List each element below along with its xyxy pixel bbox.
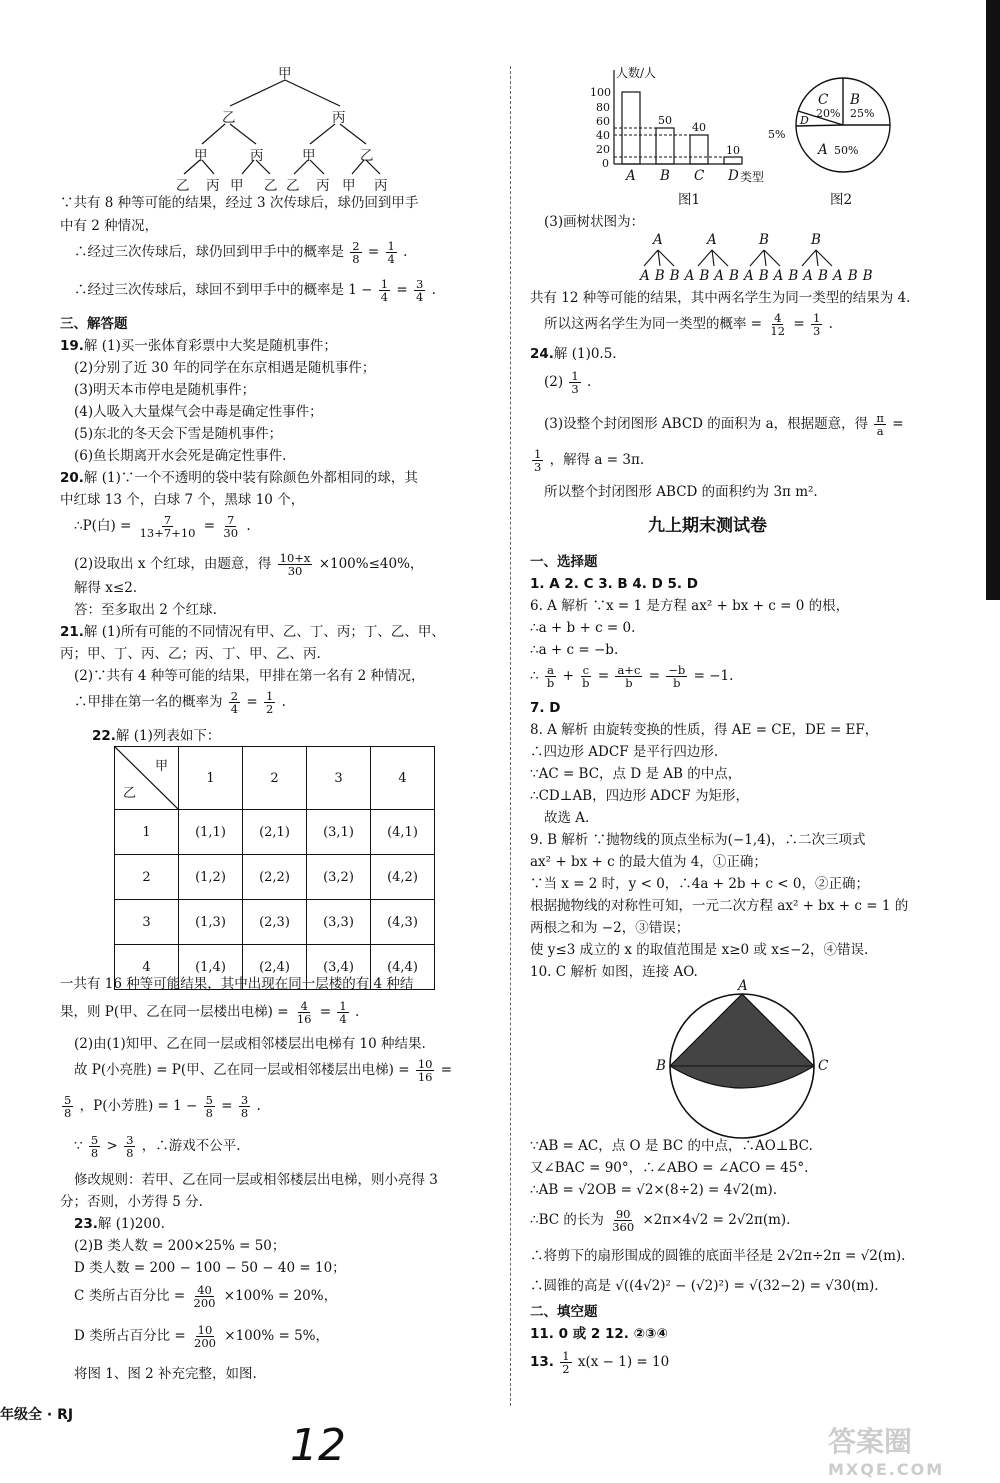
table-row — [115, 855, 435, 900]
tree-leaf: 甲 — [342, 178, 356, 194]
x-axis-label: 类型 — [740, 170, 765, 184]
text-line: 解 (1)0.5. — [553, 346, 617, 362]
tree-node: 乙 — [360, 148, 374, 164]
fraction: $\frac{c}{b}$ — [582, 663, 590, 691]
table-cell: (2,1) — [243, 810, 307, 855]
tree-node: 丙 — [332, 110, 346, 126]
table-cell: (1,2) — [179, 855, 243, 900]
fraction: $\frac{4}{12}$ — [770, 311, 786, 339]
table-cell: (3,3) — [307, 900, 371, 945]
answer-line: 11. 0 或 2 12. ②③④ — [530, 1326, 668, 1342]
math-line: 所以这两名学生为同一类型的概率 = $\frac{4}{12}$ = $\frac{1}{3}$ . — [544, 311, 833, 339]
math-line: 故 P(小亮胜) = P(甲、乙在同一层或相邻楼层出电梯) = $\frac{10}{16}$ = — [74, 1057, 453, 1085]
question-number: 24. — [530, 346, 554, 362]
text-line: D 类人数 = 200 − 100 − 50 − 40 = 10； — [74, 1260, 346, 1276]
text-line: ∵共有 8 种等可能的结果，经过 3 次传球后，球仍回到甲手 — [60, 195, 419, 211]
text-line: (6)鱼长期离开水会死是确定性事件. — [74, 448, 287, 464]
text-line: 所以整个封闭图形 ABCD 的面积约为 3π m². — [544, 484, 818, 500]
text-line: ∴a + c = −b. — [530, 642, 619, 658]
x-tick: B — [660, 168, 670, 184]
table-cell: (2,3) — [243, 900, 307, 945]
text-line: 10. C 解析 如图，连接 AO. — [530, 964, 698, 980]
tree-leaf: 丙 — [206, 178, 220, 194]
text-line: (2)由(1)知甲、乙在同一层或相邻楼层出电梯有 10 种结果. — [74, 1036, 426, 1052]
watermark-logo: 答案圈 MXQE.COM — [828, 1425, 945, 1479]
fraction: $\frac{a+c}{b}$ — [617, 663, 641, 691]
fraction: $\frac{a}{b}$ — [546, 663, 555, 691]
y-tick: 60 — [596, 115, 610, 128]
fraction: $\frac{2}{4}$ — [230, 689, 239, 717]
table-col-header: 1 — [179, 747, 243, 810]
tree2-node: A — [653, 232, 663, 248]
math-line: ∴经过三次传球后，球回不到甲手中的概率是 1 − $\frac{1}{4}$ = $\frac{3}{4}$ . — [74, 277, 436, 305]
fraction: $\frac{1}{3}$ — [571, 369, 579, 397]
bar-chart — [590, 66, 770, 186]
math-line: $\frac{1}{3}$ ，解得 a = 3π. — [534, 447, 645, 475]
pie-label: A — [818, 142, 828, 158]
text-line: 一共有 16 种等可能结果，其中出现在同一层楼的有 4 种结 — [60, 976, 414, 992]
tree2-leaves: ABBABABABABABABB — [640, 268, 878, 284]
text-line: 两根之和为 −2，③错误； — [530, 920, 690, 936]
text-line: ∵AB = AC，点 O 是 BC 的中点，∴AO⊥BC. — [530, 1138, 813, 1154]
text-line: ∴将剪下的扇形围成的圆锥的底面半径是 2√2π÷2π = √2(m). — [530, 1248, 906, 1264]
fraction: $\frac{3}{8}$ — [240, 1093, 249, 1121]
tree2-node: B — [759, 232, 769, 248]
fraction: $\frac{5}{8}$ — [205, 1093, 213, 1121]
text-line: 故选 A. — [544, 810, 590, 826]
text-line: ∴CD⊥AB，四边形 ADCF 为矩形， — [530, 788, 749, 804]
question-number: 21. — [60, 624, 84, 640]
fraction: $\frac{1}{4}$ — [387, 239, 395, 267]
answer-line: 7. D — [530, 700, 561, 716]
bar-b — [656, 128, 674, 164]
x-tick: C — [694, 168, 705, 184]
table-row — [115, 900, 435, 945]
fraction: $\frac{3}{8}$ — [126, 1133, 134, 1161]
math-line: (3)设整个封闭图形 ABCD 的面积为 a，根据题意，得 $\frac{\pi}{a}$ = — [544, 411, 904, 439]
text-line: 又∠BAC = 90°，∴∠ABO = ∠ACO = 45°. — [530, 1160, 809, 1176]
tree-leaf: 乙 — [176, 178, 190, 194]
fraction: $\frac{1}{4}$ — [380, 277, 389, 305]
question-number: 19. — [60, 338, 84, 354]
y-tick: 40 — [596, 129, 610, 142]
probability-tree — [170, 62, 400, 192]
pie-label: 50% — [834, 144, 859, 157]
fraction: $\frac{10+x}{30}$ — [279, 551, 311, 579]
point-label: B — [656, 1058, 666, 1074]
math-line: ∵ $\frac{5}{8}$ > $\frac{3}{8}$ ，∴游戏不公平. — [74, 1133, 241, 1161]
table-corner — [115, 747, 179, 810]
table-cell: (3,1) — [307, 810, 371, 855]
tree2-node: A — [707, 232, 717, 248]
math-line: (2)设取出 x 个红球，由题意，得 $\frac{10+x}{30}$ ×100%≤40%， — [74, 551, 424, 579]
table-row-header: 2 — [115, 855, 179, 900]
tree-node: 甲 — [194, 148, 208, 164]
outcome-table — [114, 746, 435, 990]
text-line: ∴AB = √2OB = √2×(8÷2) = 4√2(m). — [530, 1182, 778, 1198]
table-row — [115, 810, 435, 855]
bar-chart-figure — [590, 66, 770, 206]
bar-d — [724, 157, 742, 164]
table-col-header: 4 — [371, 747, 435, 810]
pie-label: 5% — [768, 128, 786, 141]
text-line: (3)画树状图为： — [544, 214, 645, 230]
text-line: 共有 12 种等可能的结果，其中两名学生为同一类型的结果为 4. — [530, 290, 911, 306]
page-footer: 年级全 · RJ — [0, 1407, 74, 1423]
math-line: ∴ $\frac{a}{b}$ + $\frac{c}{b}$ = $\frac{a+c}{b}$ = $\frac{-b}{b}$ = −1. — [530, 663, 734, 691]
pie-label: 25% — [850, 107, 875, 120]
text-line: 8. A 解析 由旋转变换的性质，得 AE = CE，DE = EF， — [530, 722, 879, 738]
table-row-header: 4 — [115, 945, 179, 990]
text-line: ∴四边形 ADCF 是平行四边形. — [530, 744, 719, 760]
circle-sector-figure — [642, 980, 842, 1140]
math-line: ∴经过三次传球后，球仍回到甲手中的概率是 $\frac{2}{8}$ = $\frac{1}{4}$ . — [74, 239, 408, 267]
table-row-header: 1 — [115, 810, 179, 855]
pie-label: 20% — [816, 107, 841, 120]
fraction: $\frac{\pi}{a}$ — [876, 411, 884, 439]
text-line: 6. A 解析 ∵x = 1 是方程 ax² + bx + c = 0 的根， — [530, 598, 850, 614]
bar-label: 50 — [658, 114, 672, 127]
pie-label: B — [850, 92, 860, 108]
fraction: $\frac{1}{4}$ — [339, 999, 347, 1027]
tree-leaf: 甲 — [230, 178, 244, 194]
text-line: ax² + bx + c 的最大值为 4，①正确； — [530, 854, 767, 870]
pie-label: C — [818, 92, 829, 108]
fraction: $\frac{1}{3}$ — [534, 447, 542, 475]
math-line: ∴P(白) = $\frac{7}{13+7+10}$ = $\frac{7}{30}$ . — [74, 513, 251, 541]
table-cell: (1,1) — [179, 810, 243, 855]
bar-c — [690, 135, 708, 164]
question-number: 23. — [74, 1216, 98, 1232]
x-tick: A — [626, 168, 636, 184]
text-line: 解 (1)200. — [97, 1216, 165, 1232]
y-tick: 0 — [602, 157, 609, 170]
text-line: 修改规则：若甲、乙在同一层或相邻楼层出电梯，则小亮得 3 — [74, 1172, 438, 1188]
section-heading: 三、解答题 — [60, 316, 128, 332]
text-line: 9. B 解析 ∵抛物线的顶点坐标为(−1,4)，∴二次三项式 — [530, 832, 866, 848]
fraction: $\frac{5}{8}$ — [64, 1093, 72, 1121]
table-row-header: 3 — [115, 900, 179, 945]
text-line: 中红球 13 个，白球 7 个，黑球 10 个， — [60, 492, 305, 508]
text-line: 分；否则，小芳得 5 分. — [60, 1194, 203, 1210]
tree-leaf: 乙 — [264, 178, 278, 194]
section-heading: 二、填空题 — [530, 1304, 598, 1320]
page-edge-mark — [986, 0, 1000, 600]
bar-label: 40 — [692, 121, 706, 134]
math-line: (2) $\frac{1}{3}$ . — [544, 369, 592, 397]
fraction: $\frac{2}{8}$ — [352, 239, 360, 267]
math-line: ∴甲排在第一名的概率为 $\frac{2}{4}$ = $\frac{1}{2}$ . — [74, 689, 286, 717]
text-line: ∴a + b + c = 0. — [530, 620, 636, 636]
tree-diagram-2 — [640, 232, 878, 286]
table-cell: (4,4) — [371, 945, 435, 990]
text-line: 解 (1)∵一个不透明的袋中装有除颜色外都相同的球，其 — [83, 470, 418, 486]
tree-leaf: 丙 — [374, 178, 388, 194]
fraction: $\frac{5}{8}$ — [90, 1133, 99, 1161]
math-line: $\frac{5}{8}$ ，P(小芳胜) = 1 − $\frac{5}{8}$ = $\frac{3}{8}$ . — [64, 1093, 261, 1121]
exam-title: 九上期末测试卷 — [648, 516, 767, 536]
fraction: $\frac{90}{360}$ — [612, 1207, 635, 1235]
tree-root: 甲 — [278, 66, 292, 82]
table-cell: (4,2) — [371, 855, 435, 900]
table-cell: (4,3) — [371, 900, 435, 945]
table-cell: (2,4) — [243, 945, 307, 990]
fraction: $\frac{10}{200}$ — [194, 1323, 216, 1351]
tree-node: 乙 — [222, 110, 236, 126]
text-line: 根据抛物线的对称性可知，一元二次方程 ax² + bx + c = 1 的 — [530, 898, 909, 914]
text-line: (2)∵共有 4 种等可能的结果，甲排在第一名有 2 种情况， — [74, 668, 425, 684]
point-label: A — [738, 978, 748, 994]
x-tick: D — [728, 168, 739, 184]
fraction: $\frac{40}{200}$ — [193, 1283, 216, 1311]
tree-leaf: 乙 — [286, 178, 300, 194]
table-col-header: 2 — [243, 747, 307, 810]
shaded-sector — [670, 994, 814, 1088]
table-cell: (3,2) — [307, 855, 371, 900]
table-cell: (1,3) — [179, 900, 243, 945]
table-col-header: 3 — [307, 747, 371, 810]
bar-label: 10 — [726, 144, 740, 157]
math-line: C 类所占百分比 = $\frac{40}{200}$ ×100% = 20%， — [74, 1283, 338, 1311]
text-line: (5)东北的冬天会下雪是随机事件； — [74, 426, 283, 442]
section-heading: 一、选择题 — [530, 554, 598, 570]
figure-caption: 图1 — [678, 192, 701, 208]
question-number: 22. — [92, 728, 116, 744]
y-tick: 100 — [590, 86, 611, 99]
y-tick: 20 — [596, 143, 610, 156]
text-line: 中有 2 种情况， — [60, 218, 159, 234]
text-line: 解得 x≤2. — [74, 580, 138, 596]
pie-chart-figure — [768, 70, 898, 210]
fraction: $\frac{7}{13+7+10}$ — [139, 513, 196, 541]
text-line: 解 (1)列表如下： — [115, 728, 221, 744]
fraction: $\frac{3}{4}$ — [416, 277, 424, 305]
column-divider — [510, 66, 511, 1406]
text-line: 将图 1、图 2 补充完整，如图. — [74, 1366, 257, 1382]
text-line: (3)明天本市停电是随机事件； — [74, 382, 256, 398]
text-line: (2)B 类人数 = 200×25% = 50； — [74, 1238, 286, 1254]
fraction: $\frac{1}{3}$ — [812, 311, 821, 339]
math-line: ∴BC 的长为 $\frac{90}{360}$ ×2π×4√2 = 2√2π(m). — [530, 1207, 791, 1235]
pie-chart — [768, 70, 898, 190]
pie-label: D — [800, 114, 809, 127]
text-line: ∴圆锥的高是 √((4√2)² − (√2)²) = √(32−2) = √30(m). — [530, 1278, 879, 1294]
tree-leaf: 丙 — [316, 178, 330, 194]
math-line: 果，则 P(甲、乙在同一层楼出电梯) = $\frac{4}{16}$ = $\frac{1}{4}$ . — [60, 999, 360, 1027]
text-line: ∵当 x = 2 时，y < 0，∴4a + 2b + c < 0，②正确； — [530, 876, 869, 892]
fraction: $\frac{1}{2}$ — [562, 1349, 570, 1377]
fraction: $\frac{-b}{b}$ — [668, 663, 686, 691]
corner-row-label: 乙 — [123, 786, 137, 801]
point-label: C — [818, 1058, 829, 1074]
math-line: 13. $\frac{1}{2}$ x(x − 1) = 10 — [530, 1349, 670, 1377]
text-line: 丙；甲、丁、丙、乙；丙、丁、甲、乙、丙. — [60, 646, 321, 662]
fraction: $\frac{7}{30}$ — [223, 513, 239, 541]
question-number: 20. — [60, 470, 84, 486]
tree-node: 甲 — [302, 148, 316, 164]
fraction: $\frac{10}{16}$ — [417, 1057, 433, 1085]
text-line: ∵AC = BC，点 D 是 AB 的中点， — [530, 766, 742, 782]
y-tick: 80 — [596, 101, 610, 114]
tree-node: 丙 — [250, 148, 264, 164]
sector-diagram — [642, 980, 842, 1140]
table-cell: (4,1) — [371, 810, 435, 855]
tree2-node: B — [811, 232, 821, 248]
handwritten-page-number: 12 — [290, 1420, 346, 1471]
fraction: $\frac{1}{2}$ — [266, 689, 274, 717]
corner-col-label: 甲 — [154, 759, 168, 774]
answer-line: 1. A 2. C 3. B 4. D 5. D — [530, 576, 698, 592]
text-line: 使 y≤3 成立的 x 的取值范围是 x≥0 或 x≤−2，④错误. — [530, 942, 869, 958]
text-line: 答：至多取出 2 个红球. — [74, 602, 217, 618]
text-line: 解 (1)买一张体育彩票中大奖是随机事件； — [83, 338, 337, 354]
table-cell: (2,2) — [243, 855, 307, 900]
text-line: (2)分别了近 30 年的同学在东京相遇是随机事件； — [74, 360, 376, 376]
table-cell: (1,4) — [179, 945, 243, 990]
y-axis-label: 人数/人 — [616, 66, 657, 80]
figure-caption: 图2 — [830, 192, 853, 208]
fraction: $\frac{4}{16}$ — [296, 999, 312, 1027]
table-cell: (3,4) — [307, 945, 371, 990]
text-line: 解 (1)所有可能的不同情况有甲、乙、丁、丙；丁、乙、甲、 — [83, 624, 445, 640]
math-line: D 类所占百分比 = $\frac{10}{200}$ ×100% = 5%， — [74, 1323, 329, 1351]
text-line: (4)人吸入大量煤气会中毒是确定性事件； — [74, 404, 323, 420]
